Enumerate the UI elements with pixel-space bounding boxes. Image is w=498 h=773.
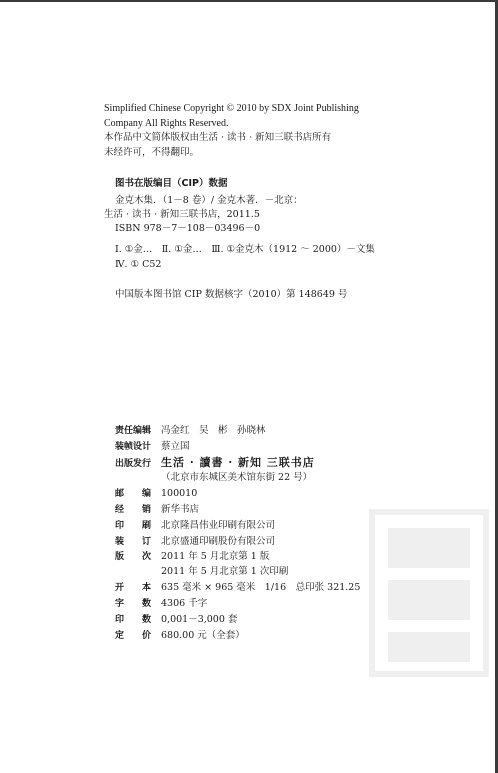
info-value: 635 毫米 × 965 毫米 1/16 总印张 321.25 — [161, 582, 361, 593]
info-row-print-run — [115, 614, 237, 626]
info-label: 开 本 — [115, 583, 152, 593]
info-row-price — [115, 630, 245, 642]
watermark-seal-icon — [368, 508, 490, 678]
info-value: 2011 年 5 月北京第 1 版 — [161, 551, 270, 562]
info-value: 0,001－3,000 套 — [161, 614, 238, 625]
cip-line-3: ISBN 978－7－108－03496－0 — [115, 223, 261, 234]
info-row-edition — [115, 551, 269, 563]
info-label: 版 次 — [115, 552, 152, 562]
info-value: （北京市东城区美术馆东街 22 号） — [161, 472, 313, 483]
info-value: 蔡立国 — [161, 441, 190, 452]
cip-heading: 图书在版编目（CIP）数据 — [115, 178, 228, 189]
info-row-printer — [115, 520, 275, 532]
info-label: 邮 编 — [115, 489, 152, 499]
info-row-binder — [115, 536, 275, 548]
info-label: 印 刷 — [115, 521, 152, 531]
info-row-format — [115, 582, 360, 594]
page-top-border — [0, 0, 498, 2]
info-value: 2011 年 5 月北京第 1 次印刷 — [161, 566, 289, 577]
info-label: 装 订 — [115, 537, 152, 547]
info-value: 4306 千字 — [161, 598, 208, 609]
info-row-address — [115, 472, 312, 484]
copyright-line-4: 未经许可，不得翻印。 — [104, 147, 200, 158]
info-row-design — [115, 441, 190, 453]
info-value: 生活 · 讀書 · 新知 三联书店 — [161, 456, 315, 469]
cip-line-4: Ⅰ. ①金… Ⅱ. ①金… Ⅲ. ①金克木（1912 ～ 2000）－文集 — [115, 244, 375, 255]
info-value: 冯金红 吴 彬 孙晓林 — [161, 425, 266, 436]
info-label: 定 价 — [115, 631, 152, 641]
info-label: 装帧设计 — [115, 442, 152, 452]
info-row-publisher — [115, 457, 315, 470]
info-value: 北京隆昌伟业印刷有限公司 — [161, 520, 276, 531]
info-label: 责任编辑 — [115, 426, 152, 436]
copyright-line-3: 本作品中文简体版权由生活 · 读书 · 新知三联书店所有 — [104, 132, 332, 143]
info-row-printing — [115, 566, 288, 578]
info-label: 字 数 — [115, 599, 152, 609]
info-label: 印 数 — [115, 615, 152, 625]
info-row-postcode — [115, 488, 197, 500]
copyright-line-2: Company All Rights Reserved. — [104, 118, 229, 129]
info-label: 出版发行 — [115, 459, 152, 469]
info-row-word-count — [115, 598, 207, 610]
info-value: 新华书店 — [161, 504, 200, 515]
cip-number: 中国版本图书馆 CIP 数据核字（2010）第 148649 号 — [115, 289, 348, 300]
info-label: 经 销 — [115, 505, 152, 515]
info-row-distributor — [115, 504, 199, 516]
cip-line-1: 金克木集．（1－8 卷）/ 金克木著．－北京： — [115, 195, 303, 206]
copyright-line-1: Simplified Chinese Copyright © 2010 by SDX Joint Publishing — [104, 103, 359, 114]
info-value: 100010 — [161, 488, 198, 499]
info-value: 680.00 元（全套） — [161, 630, 245, 641]
info-value: 北京盛通印刷股份有限公司 — [161, 536, 276, 547]
info-row-editors — [115, 425, 266, 437]
cip-line-2: 生活 · 读书 · 新知三联书店，2011.5 — [104, 209, 260, 220]
cip-line-5: Ⅳ. ① C52 — [115, 259, 162, 270]
